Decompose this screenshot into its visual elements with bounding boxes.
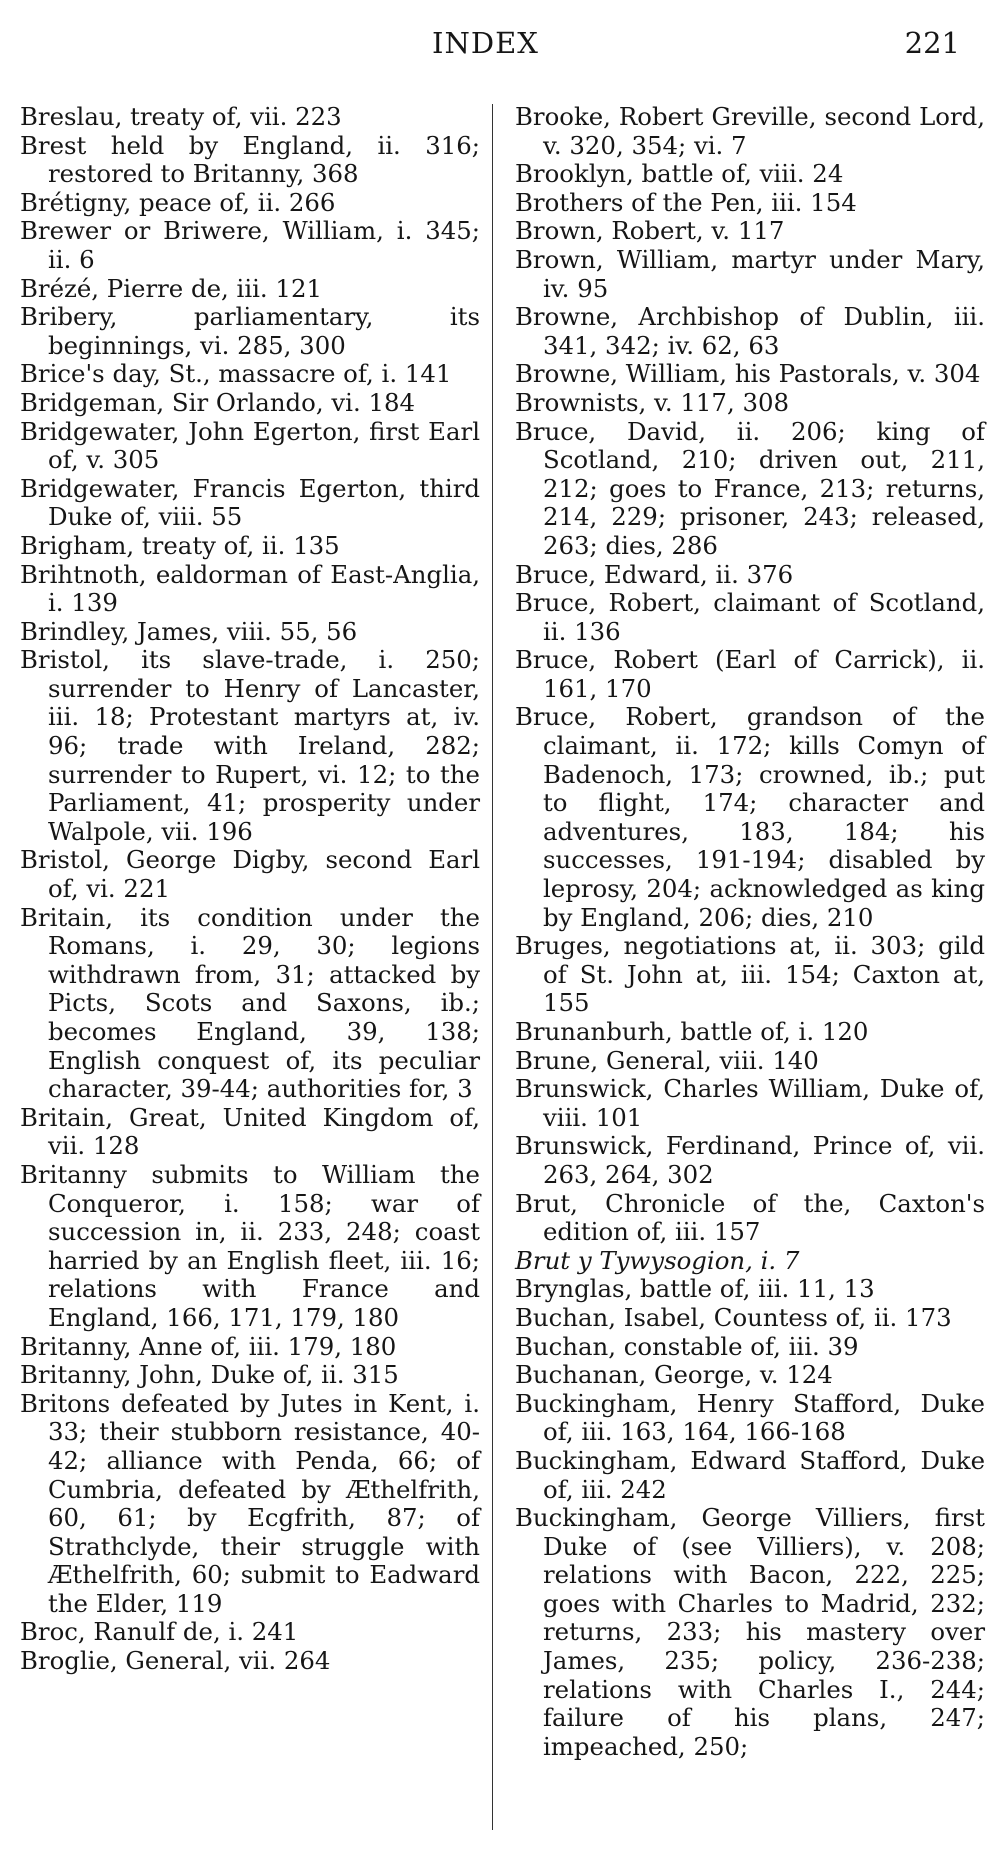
index-entry: Bruce, Edward, ii. 376 — [515, 559, 794, 589]
page-number: 221 — [904, 26, 960, 60]
index-entry: Britons defeated by Jutes in Kent, i. 33; their stubborn resistance, 40-42; alliance with Penda, 66; of Cumbria, defeated by Æthelfrith, 60, 61; by Ecgfrith, 87; of Strathclyde, their struggle with Æthelfrith, 60; submit to Eadward the Elder, 119 — [20, 1388, 480, 1618]
index-entry: Brice's day, St., massacre of, i. 141 — [20, 359, 452, 389]
index-entry: Brétigny, peace of, ii. 266 — [20, 187, 336, 217]
running-head — [0, 26, 1000, 66]
column-divider — [492, 104, 493, 1830]
index-entry: Brunswick, Charles William, Duke of, viii. 101 — [515, 1074, 985, 1132]
index-entry: Brindley, James, viii. 55, 56 — [20, 616, 358, 646]
index-entry: Breslau, treaty of, vii. 223 — [20, 102, 342, 131]
index-column-left — [20, 103, 480, 1676]
index-entry: Broc, Ranulf de, i. 241 — [20, 1617, 299, 1647]
index-entry: Bristol, George Digby, second Earl of, vi. 221 — [20, 845, 480, 904]
index-entry: Brown, Robert, v. 117 — [515, 216, 785, 246]
index-entry: Brut, Chronicle of the, Caxton's edition of, iii. 157 — [515, 1188, 985, 1247]
index-entry: Broglie, General, vii. 264 — [20, 1646, 331, 1676]
page-title: INDEX — [432, 26, 539, 60]
index-entry: Bridgewater, Francis Egerton, third Duke of, viii. 55 — [20, 473, 480, 532]
index-entry: Brihtnoth, ealdorman of East-Anglia, i. 139 — [20, 559, 480, 618]
index-entry: Brunswick, Ferdinand, Prince of, vii. 263, 264, 302 — [515, 1131, 985, 1189]
index-entry: Brut y Tywysogion, i. 7 — [515, 1245, 800, 1275]
index-entry: Brooklyn, battle of, viii. 24 — [515, 159, 844, 189]
index-entry: Brewer or Briwere, William, i. 345; ii. 6 — [20, 216, 480, 274]
index-entry: Buckingham, Edward Stafford, Duke of, iii. 242 — [515, 1445, 985, 1504]
index-entry: Buckingham, Henry Stafford, Duke of, iii. 163, 164, 166-168 — [515, 1388, 985, 1447]
index-entry: Browne, William, his Pastorals, v. 304 — [515, 359, 981, 389]
index-column-right — [515, 103, 985, 1761]
index-entry: Brothers of the Pen, iii. 154 — [515, 187, 857, 217]
index-entry: Brigham, treaty of, ii. 135 — [20, 530, 340, 560]
index-entry: Brest held by England, ii. 316; restored to Britanny, 368 — [20, 130, 480, 189]
index-entry: Bruce, Robert, grandson of the claimant, ii. 172; kills Comyn of Badenoch, 173; crowned, ib.; put to flight, 174; character and adventures, 183, 184; his successes, 191-194; disabled by leprosy, 204; acknowledged as king by England, 206; dies, 210 — [515, 702, 985, 932]
index-entry: Bruce, David, ii. 206; king of Scotland, 210; driven out, 211, 212; goes to France, 213; returns, 214, 229; prisoner, 243; released, 263; dies, 286 — [515, 416, 985, 560]
index-entry: Buckingham, George Villiers, first Duke of (see Villiers), v. 208; relations with Bacon, 222, 225; goes with Charles to Madrid, 232; returns, 233; his mastery over James, 235; policy, 236-238; relations with Charles I., 244; failure of his plans, 247; impeached, 250; — [515, 1503, 985, 1761]
index-entry: Bruges, negotiations at, ii. 303; gild of St. John at, iii. 154; Caxton at, 155 — [515, 931, 985, 1018]
index-entry: Britanny submits to William the Conqueror, i. 158; war of succession in, ii. 233, 248; coast harried by an English fleet, iii. 16; relations with France and England, 166, 171, 179, 180 — [20, 1159, 480, 1332]
index-entry: Bruce, Robert (Earl of Carrick), ii. 161, 170 — [515, 645, 985, 703]
index-entry: Britanny, Anne of, iii. 179, 180 — [20, 1331, 397, 1361]
index-entry: Bribery, parliamentary, its beginnings, vi. 285, 300 — [20, 302, 480, 360]
index-entry: Brynglas, battle of, iii. 11, 13 — [515, 1274, 875, 1304]
index-entry: Britain, Great, United Kingdom of, vii. 128 — [20, 1102, 480, 1161]
index-entry: Bruce, Robert, claimant of Scotland, ii. 136 — [515, 588, 985, 646]
index-entry: Bristol, its slave-trade, i. 250; surrender to Henry of Lancaster, iii. 18; Protestant martyrs at, iv. 96; trade with Ireland, 282; surrender to Rupert, vi. 12; to the Parliament, 41; prosperity under Walpole, vii. 196 — [20, 645, 480, 846]
index-entry: Buchanan, George, v. 124 — [515, 1360, 833, 1390]
index-entry: Britain, its condition under the Romans, i. 29, 30; legions withdrawn from, 31; attacked by Picts, Scots and Saxons, ib.; becomes England, 39, 138; English conquest of, its peculiar character, 39-44; authorities for, 3 — [20, 902, 480, 1104]
index-entry: Brooke, Robert Greville, second Lord, v. 320, 354; vi. 7 — [515, 102, 985, 160]
index-entry: Brown, William, martyr under Mary, iv. 95 — [515, 244, 985, 303]
index-entry: Browne, Archbishop of Dublin, iii. 341, 342; iv. 62, 63 — [515, 302, 985, 360]
index-entry: Brownists, v. 117, 308 — [515, 387, 790, 417]
index-entry: Brézé, Pierre de, iii. 121 — [20, 273, 322, 303]
index-entry: Brunanburh, battle of, i. 120 — [515, 1017, 869, 1046]
index-entry: Buchan, Isabel, Countess of, ii. 173 — [515, 1302, 952, 1332]
index-entry: Brune, General, viii. 140 — [515, 1045, 819, 1075]
index-entry: Britanny, John, Duke of, ii. 315 — [20, 1360, 399, 1390]
index-entry: Bridgewater, John Egerton, first Earl of, v. 305 — [20, 416, 480, 475]
index-entry: Bridgeman, Sir Orlando, vi. 184 — [20, 387, 416, 417]
index-entry: Buchan, constable of, iii. 39 — [515, 1331, 859, 1361]
